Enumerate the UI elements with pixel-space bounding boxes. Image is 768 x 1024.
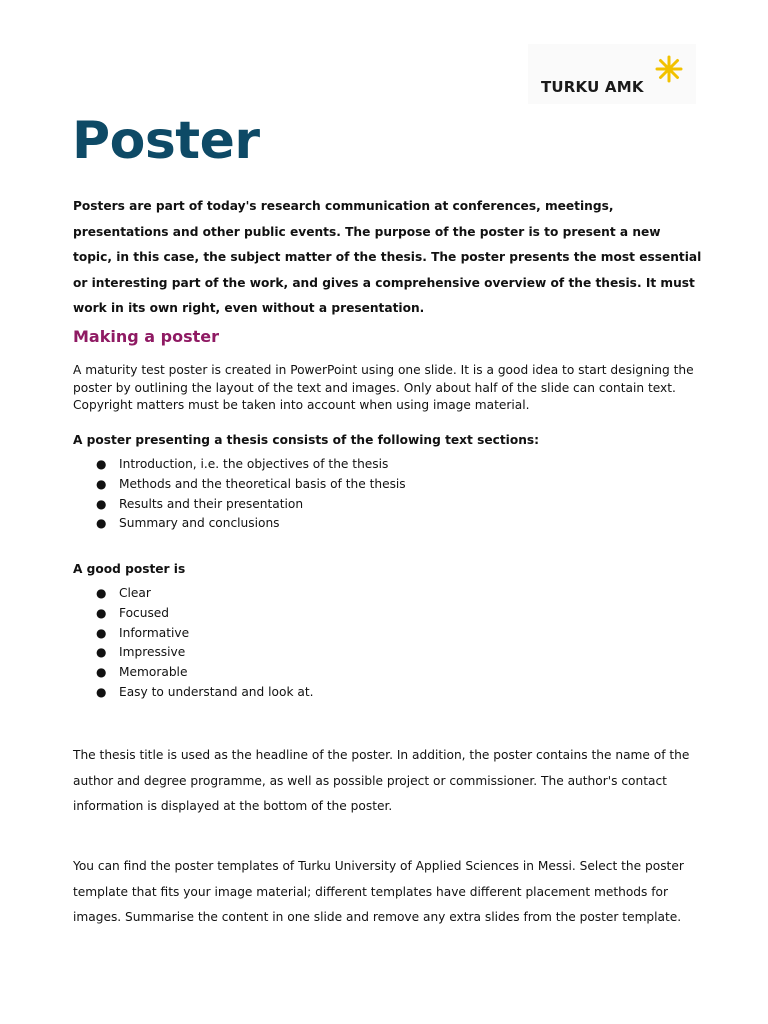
bullet-icon: ● <box>96 645 107 660</box>
templates-paragraph: You can find the poster templates of Turku University of Applied Sciences in Messi. Select the poster template that fits your image material; different templates have different placement methods for images. Summarise the content in one slide and remove any extra slides from the poster template. <box>73 859 684 925</box>
star-icon <box>654 54 684 84</box>
page-title: Poster <box>72 111 260 171</box>
list-item: ● Memorable <box>73 663 314 683</box>
intro-paragraph: Posters are part of today's research communication at conferences, meetings, presentations and other public events. The purpose of the poster is to present a new topic, in this case, the subject matter of the thesis. The poster presents the most essential or interesting part of the work, and gives a comprehensive overview of the thesis. It must work in its own right, even without a presentation. <box>73 199 702 316</box>
bullet-icon: ● <box>96 516 107 531</box>
good-poster-label: A good poster is <box>73 562 186 576</box>
bullet-icon: ● <box>96 496 107 511</box>
list-item: ● Summary and conclusions <box>73 514 406 534</box>
good-poster-list <box>73 584 314 703</box>
logo-text: TURKU AMK <box>541 78 644 96</box>
list-item: ● Results and their presentation <box>73 495 406 515</box>
list-item: ● Informative <box>73 624 314 644</box>
sections-label: A poster presenting a thesis consists of the following text sections: <box>73 433 540 447</box>
turku-amk-logo <box>528 44 696 104</box>
thesis-title-paragraph: The thesis title is used as the headline of the poster. In addition, the poster contains the name of the author and degree programme, as well as possible project or commissioner. The author's contact information is displayed at the bottom of the poster. <box>73 748 690 814</box>
list-item: ● Methods and the theoretical basis of the thesis <box>73 475 406 495</box>
bullet-icon: ● <box>96 625 107 640</box>
making-paragraph: A maturity test poster is created in PowerPoint using one slide. It is a good idea to start designing the poster by outlining the layout of the text and images. Only about half of the slide can contain text. Copyright matters must be taken into account when using image material. <box>73 363 694 413</box>
bullet-icon: ● <box>96 605 107 620</box>
list-item: ● Clear <box>73 584 314 604</box>
bullet-icon: ● <box>96 665 107 680</box>
bullet-icon: ● <box>96 476 107 491</box>
list-item: ● Easy to understand and look at. <box>73 683 314 703</box>
bullet-icon: ● <box>96 586 107 600</box>
list-item: ● Introduction, i.e. the objectives of the thesis <box>73 455 406 475</box>
list-item: ● Impressive <box>73 643 314 663</box>
list-item: ● Focused <box>73 604 314 624</box>
bullet-icon: ● <box>96 684 107 699</box>
bullet-icon: ● <box>96 457 107 471</box>
section-heading: Making a poster <box>73 327 219 346</box>
sections-list <box>73 455 406 534</box>
